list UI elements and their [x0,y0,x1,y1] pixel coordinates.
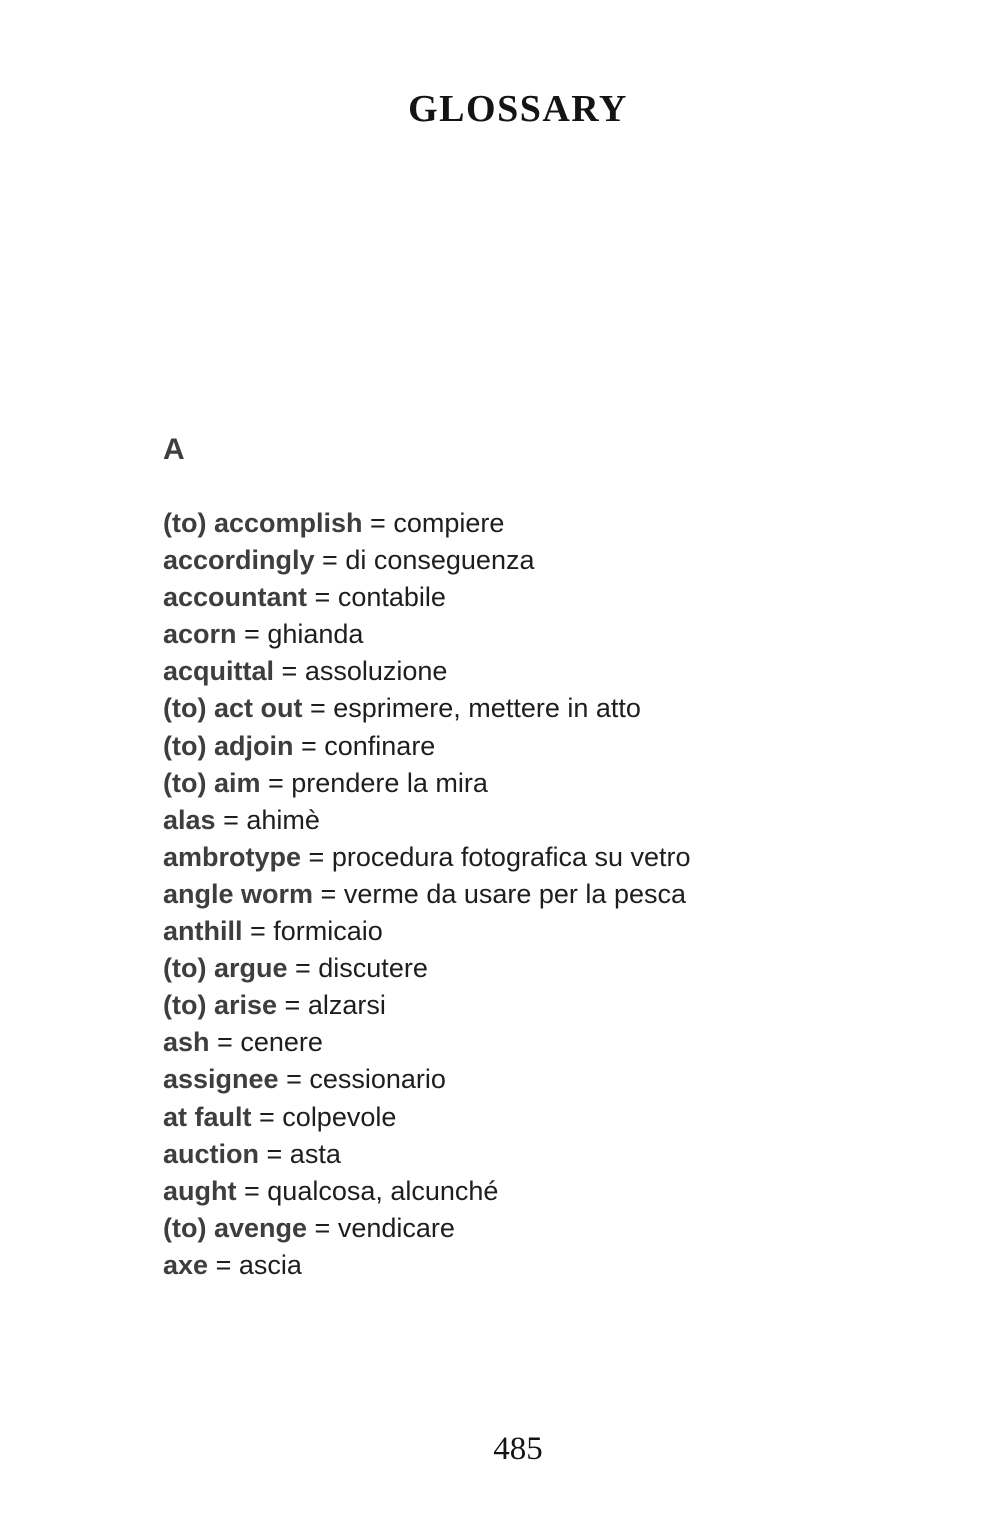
entry-term: ambrotype [163,841,302,872]
glossary-entry [163,950,943,987]
glossary-entry [163,876,943,913]
entry-translation: discutere [318,953,428,984]
entry-translation: cenere [240,1027,323,1058]
glossary-entry [163,505,943,542]
entry-separator: = [287,953,319,984]
entry-term: (to) act out [163,693,303,724]
entry-translation: alzarsi [307,990,386,1021]
entry-term: axe [163,1249,209,1280]
entry-separator: = [215,804,247,835]
entry-separator: = [307,1212,338,1243]
entry-translation: verme da usare per la pesca [343,878,686,909]
entry-separator: = [236,619,268,650]
glossary-entry [163,653,943,690]
entry-translation: colpevole [282,1101,397,1132]
entry-translation: ghianda [267,619,364,650]
glossary-entry [163,987,943,1024]
entry-translation: qualcosa, alcunché [267,1175,499,1206]
entry-term: angle worm [163,878,314,909]
entry-translation: confinare [324,730,436,761]
entry-translation: ahimè [246,804,320,835]
section-letter-heading: A [163,433,185,466]
entry-term: aught [163,1175,237,1206]
entry-separator: = [251,1101,283,1132]
entry-term: acquittal [163,656,275,687]
entry-term: anthill [163,916,243,947]
page-title: GLOSSARY [408,88,628,130]
glossary-entry [163,1099,943,1136]
entry-translation: formicaio [273,916,383,947]
entry-term: auction [163,1138,260,1169]
entry-term: acorn [163,619,237,650]
glossary-entry [163,690,943,727]
entry-separator: = [209,1027,241,1058]
entry-term: (to) accomplish [163,508,363,538]
entry-translation: asta [289,1138,341,1169]
entry-separator: = [242,916,274,947]
entry-term: (to) arise [163,990,278,1021]
entry-term: accordingly [163,545,315,576]
entry-translation: ascia [238,1249,302,1280]
glossary-entry [163,1136,943,1173]
page-number: 485 [493,1431,543,1467]
entry-separator: = [301,841,332,872]
entry-term: (to) avenge [163,1212,308,1243]
entry-separator: = [208,1249,239,1280]
entry-separator: = [259,1138,290,1169]
entry-translation: esprimere, mettere in atto [333,693,641,724]
entry-translation: vendicare [337,1212,455,1243]
entry-separator: = [307,582,338,613]
glossary-entry [163,1061,943,1098]
entry-term: assignee [163,1064,279,1095]
glossary-entry [163,542,943,579]
glossary-entry [163,765,943,802]
entry-term: (to) aim [163,767,261,798]
entry-separator: = [362,508,394,538]
entry-separator: = [302,693,334,724]
entry-separator: = [314,545,346,576]
glossary-entry [163,802,943,839]
entry-term: at fault [163,1101,252,1132]
entry-separator: = [260,767,292,798]
entry-separator: = [277,990,308,1021]
entry-term: ash [163,1027,210,1058]
glossary-entry [163,728,943,765]
entry-translation: procedura fotografica su vetro [331,841,691,872]
glossary-entry [163,913,943,950]
glossary-entries [163,505,943,1284]
entry-translation: di conseguenza [345,545,535,576]
entry-separator: = [278,1064,310,1095]
entry-separator: = [274,656,305,687]
glossary-entry [163,1024,943,1061]
entry-translation: contabile [337,582,446,613]
glossary-entry [163,1210,943,1247]
glossary-entry [163,1173,943,1210]
entry-translation: compiere [393,508,505,538]
entry-separator: = [236,1175,268,1206]
glossary-entry [163,1247,943,1284]
entry-term: (to) adjoin [163,730,294,761]
entry-term: alas [163,804,216,835]
glossary-entry [163,616,943,653]
entry-separator: = [293,730,325,761]
glossary-entry [163,839,943,876]
entry-translation: assoluzione [304,656,448,687]
entry-term: (to) argue [163,953,288,984]
entry-translation: cessionario [309,1064,446,1095]
entry-term: accountant [163,582,308,613]
entry-separator: = [313,878,344,909]
glossary-entry [163,579,943,616]
entry-translation: prendere la mira [291,767,488,798]
